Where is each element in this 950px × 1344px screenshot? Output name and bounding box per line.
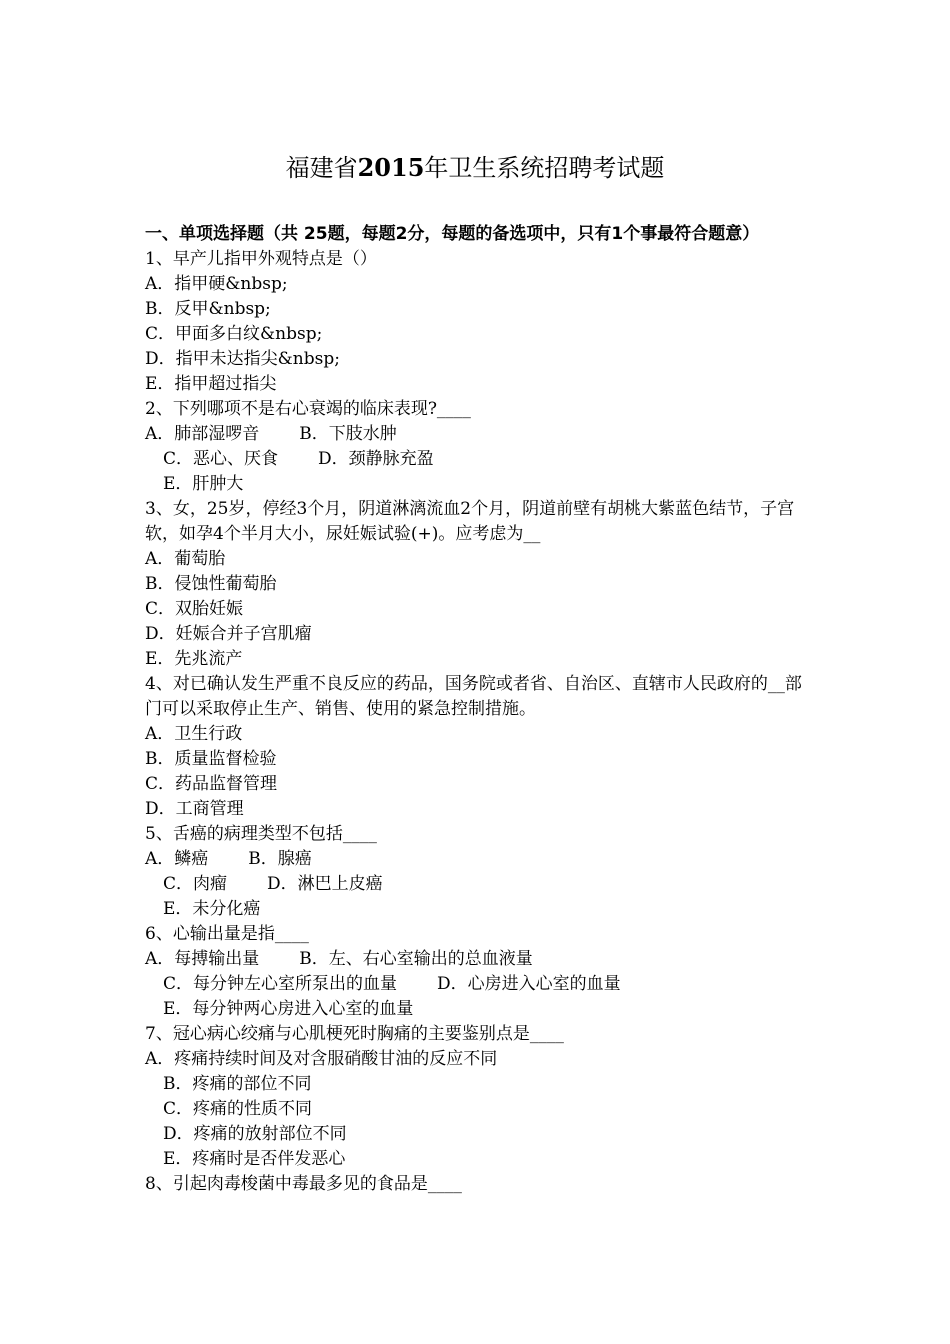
option-c: C．肉瘤 bbox=[163, 874, 228, 894]
option-c: C．甲面多白纹&nbsp; bbox=[145, 324, 323, 344]
question-2 bbox=[145, 397, 813, 497]
question-stem: 5、舌癌的病理类型不包括____ bbox=[145, 824, 377, 844]
option-b: B．质量监督检验 bbox=[145, 749, 277, 769]
title-suffix: 年卫生系统招聘考试题 bbox=[424, 154, 665, 182]
document-title bbox=[0, 150, 950, 186]
option-a: A．肺部湿啰音 bbox=[145, 424, 260, 444]
option-b: B．侵蚀性葡萄胎 bbox=[145, 574, 277, 594]
title-prefix: 福建省 bbox=[285, 154, 358, 182]
option-b: B．反甲&nbsp; bbox=[145, 299, 271, 319]
option-c: C．双胎妊娠 bbox=[145, 599, 244, 619]
question-3 bbox=[145, 497, 813, 672]
question-stem: 4、对已确认发生严重不良反应的药品，国务院或者省、自治区、直辖市人民政府的__部门可以采取停止生产、销售、使用的紧急控制措施。 bbox=[145, 674, 802, 719]
question-5 bbox=[145, 822, 813, 922]
option-c: C．每分钟左心室所泵出的血量 bbox=[163, 974, 398, 994]
option-d: D．疼痛的放射部位不同 bbox=[163, 1124, 347, 1144]
option-e: E．肝肿大 bbox=[163, 474, 244, 494]
option-d: D．工商管理 bbox=[145, 799, 244, 819]
option-row bbox=[145, 847, 813, 872]
option-row bbox=[145, 972, 813, 997]
option-e: E．疼痛时是否伴发恶心 bbox=[163, 1149, 346, 1169]
option-a: A．每搏输出量 bbox=[145, 949, 260, 969]
question-8 bbox=[145, 1172, 813, 1197]
option-d: D．淋巴上皮癌 bbox=[267, 874, 383, 894]
question-stem: 2、下列哪项不是右心衰竭的临床表现?____ bbox=[145, 399, 471, 419]
option-b: B．疼痛的部位不同 bbox=[163, 1074, 312, 1094]
question-1 bbox=[145, 247, 813, 397]
option-row bbox=[145, 422, 813, 447]
question-7 bbox=[145, 1022, 813, 1172]
question-stem: 6、心输出量是指____ bbox=[145, 924, 309, 944]
option-a: A．指甲硬&nbsp; bbox=[145, 274, 288, 294]
option-a: A．鳞癌 bbox=[145, 849, 209, 869]
document-body bbox=[145, 222, 813, 1197]
option-e: E．每分钟两心房进入心室的血量 bbox=[163, 999, 414, 1019]
question-stem: 8、引起肉毒梭菌中毒最多见的食品是____ bbox=[145, 1174, 462, 1194]
option-e: E．先兆流产 bbox=[145, 649, 243, 669]
option-d: D．颈静脉充盈 bbox=[318, 449, 434, 469]
option-a: A．葡萄胎 bbox=[145, 549, 226, 569]
option-row bbox=[145, 872, 813, 897]
option-a: A．卫生行政 bbox=[145, 724, 243, 744]
question-stem: 3、女，25岁，停经3个月，阴道淋漓流血2个月，阴道前壁有胡桃大紫蓝色结节，子宫软，如孕4个半月大小，尿妊娠试验(+)。应考虑为__ bbox=[145, 499, 795, 544]
option-row bbox=[145, 947, 813, 972]
option-d: D．妊娠合并子宫肌瘤 bbox=[145, 624, 312, 644]
option-d: D．心房进入心室的血量 bbox=[437, 974, 621, 994]
section-heading: 一、单项选择题（共 25题，每题2分，每题的备选项中，只有1个事最符合题意） bbox=[145, 224, 760, 244]
option-c: C．恶心、厌食 bbox=[163, 449, 279, 469]
option-b: B．下肢水肿 bbox=[299, 424, 397, 444]
question-stem: 7、冠心病心绞痛与心肌梗死时胸痛的主要鉴别点是____ bbox=[145, 1024, 564, 1044]
title-year: 2015 bbox=[357, 153, 425, 182]
option-row bbox=[145, 447, 813, 472]
option-b: B．左、右心室输出的总血液量 bbox=[299, 949, 533, 969]
option-c: C．疼痛的性质不同 bbox=[163, 1099, 313, 1119]
question-stem: 1、早产儿指甲外观特点是（） bbox=[145, 249, 377, 269]
question-6 bbox=[145, 922, 813, 1022]
option-e: E．指甲超过指尖 bbox=[145, 374, 277, 394]
option-e: E．未分化癌 bbox=[163, 899, 261, 919]
option-c: C．药品监督管理 bbox=[145, 774, 278, 794]
option-a: A．疼痛持续时间及对含服硝酸甘油的反应不同 bbox=[145, 1049, 498, 1069]
option-b: B．腺癌 bbox=[248, 849, 312, 869]
option-d: D．指甲未达指尖&nbsp; bbox=[145, 349, 340, 369]
question-4 bbox=[145, 672, 813, 822]
